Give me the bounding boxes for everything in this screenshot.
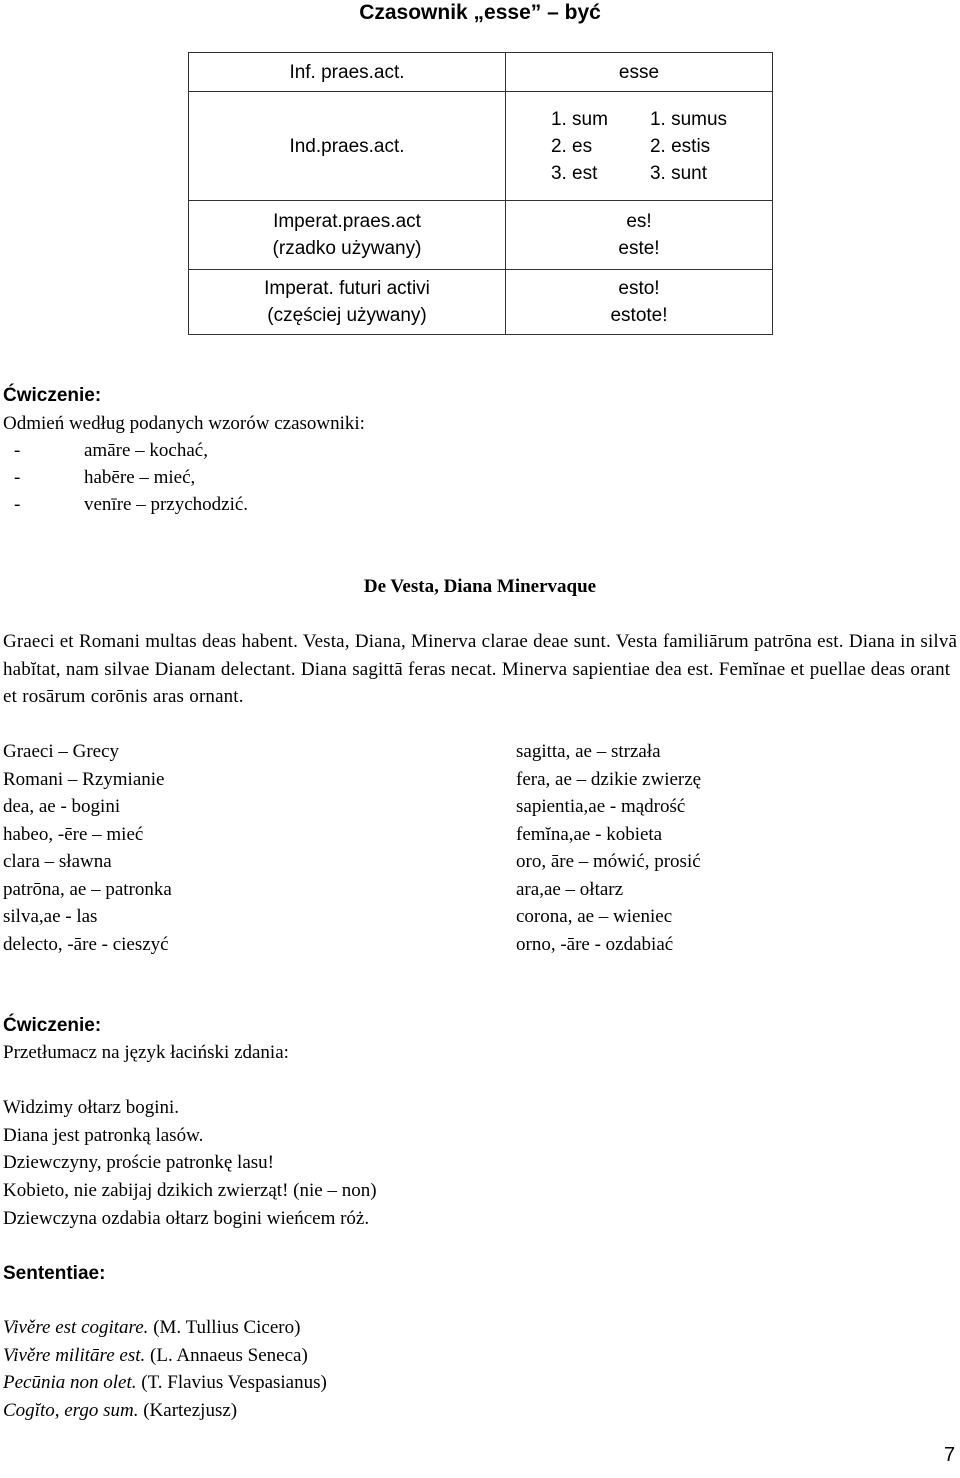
imp-praes-label-line1: Imperat.praes.act <box>273 211 421 232</box>
imp-fut-values <box>506 270 773 335</box>
conjugation-table <box>188 52 773 335</box>
sentence: Kobieto, nie zabijaj dzikich zwierząt! (nie – non) <box>3 1180 377 1202</box>
exercise2-heading: Ćwiczenie: <box>3 1015 102 1036</box>
sententia-latin: Pecūnia non olet. <box>3 1372 137 1394</box>
vocab-item: clara – sławna <box>3 851 112 872</box>
imp-praes-value-1: es! <box>626 211 652 232</box>
exercise1-item: - habēre – mieć, <box>14 467 196 488</box>
sententia-author: (T. Flavius Vespasianus) <box>136 1372 327 1394</box>
imp-fut-label-line2: (częściej używany) <box>267 305 427 326</box>
vocab-item: dea, ae - bogini <box>3 796 121 817</box>
vocab-item: patrōna, ae – patronka <box>3 878 172 900</box>
ind-sg-3: 3. est <box>550 162 598 184</box>
imp-fut-label-line1: Imperat. futuri activi <box>264 278 430 299</box>
vocab-item: corona, ae – wieniec <box>516 906 673 927</box>
sententia-latin: Cogĭto, ergo sum. <box>3 1400 139 1422</box>
inf-label: Inf. praes.act. <box>189 53 506 92</box>
imp-praes-values <box>506 201 773 270</box>
sentence: Diana jest patronką lasów. <box>3 1124 204 1146</box>
vocab-item: oro, āre – mówić, prosić <box>516 851 701 872</box>
vocab-item: Romani – Rzymianie <box>3 768 165 790</box>
exercise1-item: - amāre – kochać, <box>14 440 208 461</box>
vocab-item: orno, -āre - ozdabiać <box>516 933 674 955</box>
exercise1-heading: Ćwiczenie: <box>3 385 102 406</box>
ind-singular <box>551 106 608 187</box>
sententiae-heading: Sententiae: <box>3 1263 106 1284</box>
vocab-item: habeo, -ēre – mieć <box>3 823 144 845</box>
imp-fut-value-2: estote! <box>610 305 668 326</box>
exercise2-sentences <box>3 1094 377 1232</box>
ind-sg-1: 1. sum <box>550 108 608 130</box>
vocab-item: sagitta, ae – strzała <box>516 741 661 762</box>
inf-value: esse <box>506 53 773 92</box>
sententia <box>3 1397 327 1425</box>
ind-plural <box>650 106 727 187</box>
sententia <box>3 1369 327 1397</box>
imp-praes-label <box>189 201 506 270</box>
ind-pl-1: 1. sumus <box>649 108 728 130</box>
exercise2-instruction: Przetłumacz na język łaciński zdania: <box>3 1042 289 1063</box>
vocab-item: fera, ae – dzikie zwierzę <box>516 768 702 790</box>
vocab-item: silva,ae - las <box>3 906 98 927</box>
sententia-author: (M. Tullius Cicero) <box>148 1317 301 1338</box>
ind-sg-2: 2. es <box>550 135 593 157</box>
exercise1-item: - venīre – przychodzić. <box>14 494 249 515</box>
sentence: Widzimy ołtarz bogini. <box>3 1097 180 1118</box>
ind-pl-2: 2. estis <box>649 135 711 157</box>
vocab-item: ara,ae – ołtarz <box>516 878 624 900</box>
imp-praes-value-2: este! <box>618 238 660 259</box>
ind-pl-3: 3. sunt <box>649 162 708 184</box>
vocab-right-column <box>516 738 701 958</box>
sentence: Dziewczyna ozdabia ołtarz bogini wieńcem róż. <box>3 1207 370 1229</box>
vocab-item: Graeci – Grecy <box>3 741 120 762</box>
ind-values <box>506 92 773 201</box>
imp-fut-label <box>189 270 506 335</box>
imp-praes-label-line2: (rzadko używany) <box>272 238 422 259</box>
page-title: Czasownik „esse” – być <box>359 1 601 24</box>
sententia <box>3 1342 327 1370</box>
vocab-item: delecto, -āre - cieszyć <box>3 933 169 955</box>
reading-text: Graeci et Romani multas deas habent. Vesta, Diana, Minerva clarae deae sunt. Vesta familiārum patrōna est. Diana in silvā habĭtat, nam silvae Dianam delectant. Diana sagittā feras necat. Minerva sapientiae dea est. Femĭnae et puellae deas orant et rosārum corōnis aras ornant. <box>3 631 958 707</box>
sentence: Dziewczyny, proście patronkę lasu! <box>3 1152 274 1174</box>
sententia-latin: Vivěre est cogitare. <box>3 1317 149 1338</box>
sententia <box>3 1314 327 1342</box>
vocab-left-column <box>3 738 172 958</box>
vocab-item: femĭna,ae - kobieta <box>516 823 663 845</box>
imp-fut-value-1: esto! <box>618 278 660 299</box>
reading-title: De Vesta, Diana Minervaque <box>363 576 597 597</box>
sententiae-list <box>3 1314 327 1425</box>
sententia-latin: Vivěre militāre est. <box>3 1344 146 1366</box>
ind-label: Ind.praes.act. <box>189 92 506 201</box>
sententia-author: (Kartezjusz) <box>138 1400 238 1422</box>
sententia-author: (L. Annaeus Seneca) <box>145 1344 308 1366</box>
vocab-item: sapientia,ae - mądrość <box>516 796 686 817</box>
page-number: 7 <box>944 1444 956 1466</box>
exercise1-instruction: Odmień według podanych wzorów czasowniki: <box>3 413 365 434</box>
